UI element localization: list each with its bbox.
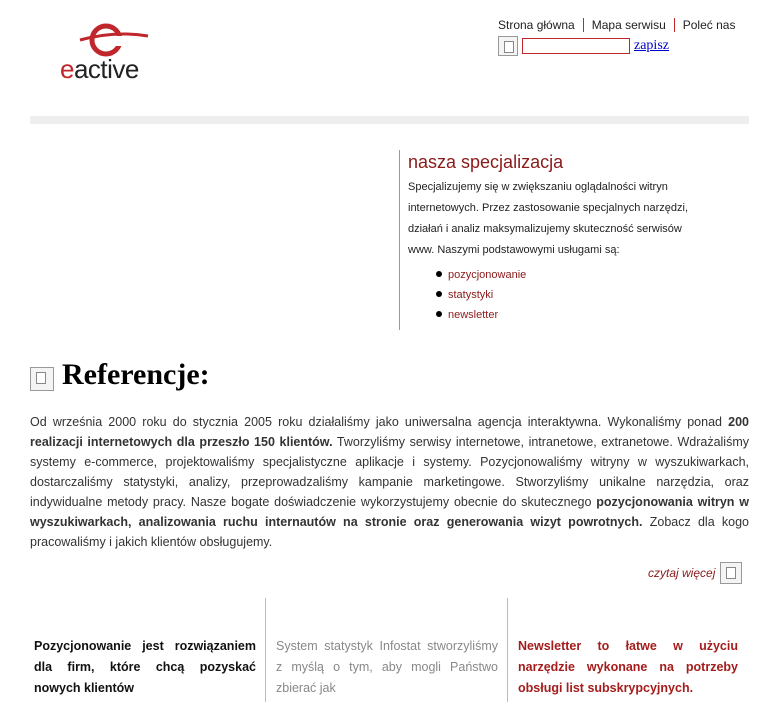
logo-swoosh-icon [72,18,152,58]
email-input[interactable] [522,38,630,54]
nav-recommend-link[interactable]: Poleć nas [674,18,744,32]
newsletter-column: Newsletter to łatwe w użyciu narzędzie wykonane na potrzeby obsługi list subskrypcyjnych. [518,639,738,695]
service-newsletter-link[interactable]: newsletter [436,305,708,325]
references-title: Referencje: [62,358,210,391]
eactive-logo[interactable] [60,18,170,88]
read-more[interactable] [648,562,742,584]
subscribe-link[interactable]: zapisz [634,38,669,53]
newsletter-signup [498,36,669,56]
references-heading [30,358,210,392]
service-positioning-link[interactable]: pozycjonowanie [436,265,708,285]
spec-title: nasza specjalizacja [408,152,564,172]
read-more-link[interactable]: czytaj więcej [648,566,716,580]
nav-home-link[interactable]: Strona główna [498,18,575,32]
broken-image-icon [30,367,54,391]
references-text: Od września 2000 roku do stycznia 2005 roku działaliśmy jako uniwersalna agencja interaktywna. Wykonaliśmy ponad 200 realizacji internetowych dla przeszło 150 klientów. Tworzyliśmy serwisy internetowe, intranetowe, extranetowe. Wdrażaliśmy systemy e-commerce, projektowaliśmy specjalistyczne aplikacje i systemy. Pozycjonowaliśmy witryny w wyszukiwarkach, dostarczaliśmy statystyki, analizy, przeprowadzaliśmy kampanie marketingowe. Stworzyliśmy unikalne narzędzia, oraz indywidualne metody pracy. Nasze bogate doświadczenie wykorzystujemy obecnie do skutecznego pozycjonowania witryn w wyszukiwarkach, analizowania ruchu internautów na stronie oraz generowania wizyt powrotnych. Zobacz dla kogo pracowaliśmy i jakich klientów obsługujemy. [30,415,749,549]
positioning-column: Pozycjonowanie jest rozwiązaniem dla firm, które chcą pozyskać nowych klientów [34,639,256,695]
column-divider [507,598,508,702]
specialization-panel [408,152,708,325]
broken-image-icon [498,36,518,56]
nav-sitemap-link[interactable]: Mapa serwisu [583,18,674,32]
spec-text: Specjalizujemy się w zwiększaniu oglądalności witryn internetowych. Przez zastosowanie specjalnych narzędzi, działań i analiz maksymalizujemy skuteczność serwisów www. Naszymi podstawowymi usługami są: [408,181,689,256]
service-statistics-link[interactable]: statystyki [436,285,708,305]
column-divider [265,598,266,702]
broken-image-icon [720,562,742,584]
spec-divider [399,150,400,330]
logo-wordmark: eactive [60,54,139,84]
top-nav [498,18,743,32]
services-list [408,265,708,325]
header-divider-bar [30,116,749,124]
statistics-column: System statystyk Infostat stworzyliśmy z myślą o tym, aby mogli Państwo zbierać jak [276,639,498,695]
